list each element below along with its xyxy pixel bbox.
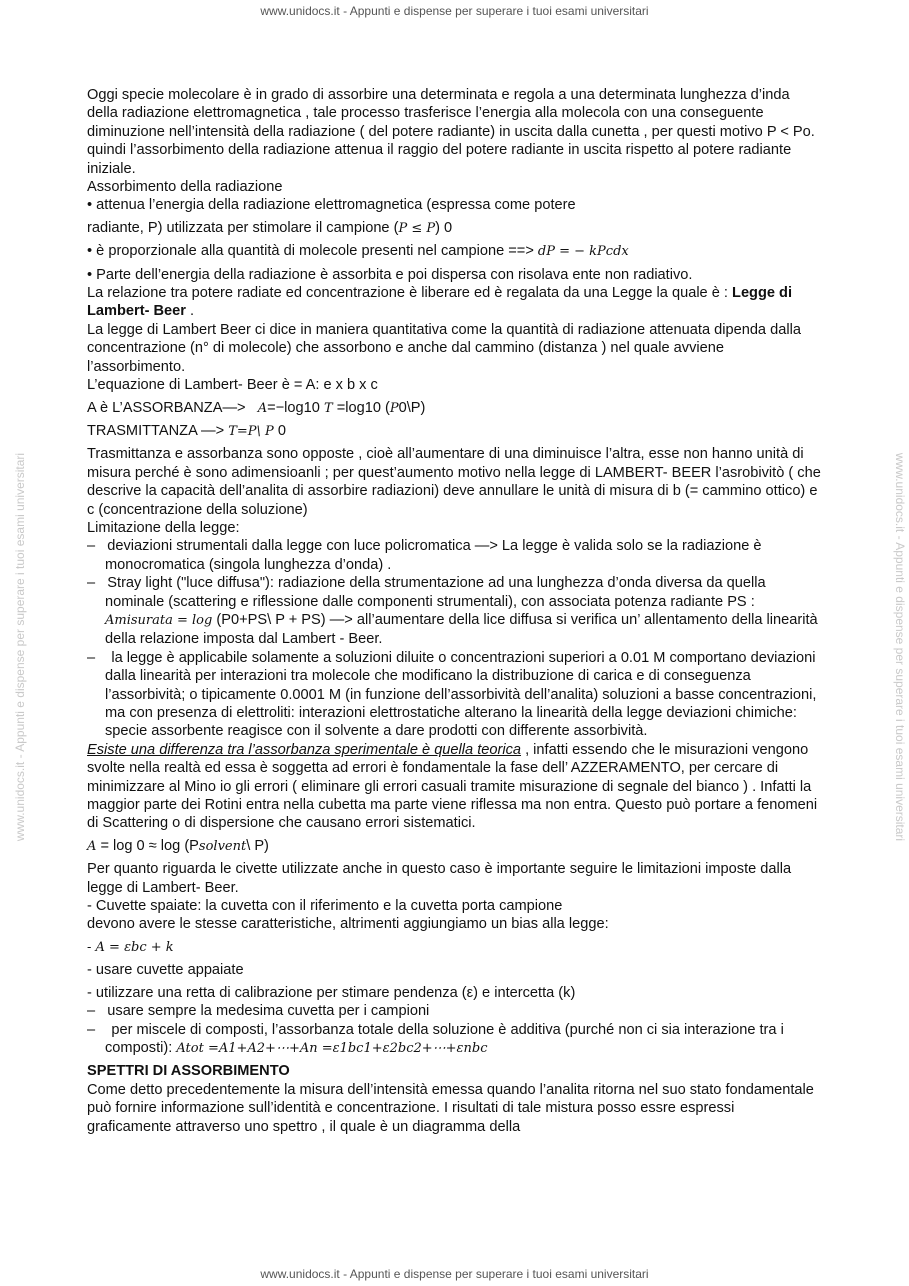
list-item-dilute: – la legge è applicabile solamente a soluzioni diluite o concentrazioni superiori a 0.01 M comportano deviazioni dalla linearità per interazioni tra molecole che modificano la distribuzione di carica e di conseguenza l’assorbività; o tipicamente 0.0001 M (in funzione dell’assorbività dell’analita) soluzioni a basse concentrazioni, ma con presenza di elettroliti: interazioni elettrostatiche alterano la linearità della legge deviazioni chimiche: specie assorbente reagisce con il solvente a dare prodotti con differente assorbività. [87,649,817,740]
page-header-watermark: www.unidocs.it - Appunti e dispense per superare i tuoi esami universitari [260,4,649,18]
bullet-attenuation: • attenua l’energia della radiazione elettromagnetica (espressa come potere [87,197,576,214]
paragraph-lambert-beer: La legge di Lambert Beer ci dice in maniera quantitativa come la quantità di radiazione attenuata dipenda dalla concentrazione (n° di molecole) che assorbono e anche dal cammino (distanza ) nel quale avviene l’assorbimento. [87,321,801,375]
bullet-proportional: • è proporzionale alla quantità di molecole presenti nel campione ==> dP = − kPcdx [87,243,629,260]
list-item-stray-light: – Stray light ("luce diffusa"): radiazione della strumentazione ad una lunghezza d’onda diversa da quella nominale (scattering e riflessione dalle componenti strumentali), con associata potenza radiante PS : Amisurata = log (P0+PS\ P + PS) —> all’aumentare della lice diffusa si verifica un’ allentamento della linearità della relazione imposta dal Lambert - Beer. [87,575,818,648]
paragraph-unpaired-cuvettes: - Cuvette spaiate: la cuvetta con il riferimento e la cuvetta porta campione [87,898,563,915]
paragraph-limitations: Limitazione della legge: [87,519,240,536]
bullet-attenuation-cont: radiante, P) utilizzata per stimolare il campione (P ≤ P) 0 [87,219,453,236]
side-watermark-right: www.unidocs.it - Appunti e dispense per superare i tuoi esami universitari [893,452,907,842]
paragraph-spectra: Come detto precedentemente la misura dell’intensità emessa quando l’analita ritorna nel suo stato fondamentale può fornire informazione sull’identità e concentrazione. I risultati di tale mistura posso essre espressi graficamente attraverso uno spettro , il quale è un diagramma della [87,1081,814,1135]
paragraph-calibration: - utilizzare una retta di calibrazione per stimare pendenza (ε) e intercetta (k) [87,984,576,1001]
list-item-same-cuvette: – usare sempre la medesima cuvetta per i campioni [87,1003,430,1020]
paragraph-transmittance: TRASMITTANZA —> T=P\ P 0 [87,422,286,439]
paragraph-opposite: Trasmittanza e assorbanza sono opposte , cioè all’aumentare di una diminuisce l’altra, esse non hanno unità di misura perché è sono adimensioanli ; per quest’aumento motivo nella legge di LAMBERT- BEER l’asrobivitò ( che descrive la capacità dell’analita di assorbire radiazioni) deve annullare le unità di misura di b (= cammino ottico) e c (concentrazione della soluzione) [87,446,821,518]
paragraph-bias: devono avere le stesse caratteristiche, altrimenti aggiungiamo un bias alla legge: [87,916,609,933]
paragraph-equation: L’equazione di Lambert- Beer è = A: e x b x c [87,377,378,394]
paragraph-paired: - usare cuvette appaiate [87,962,244,979]
paragraph-heading-absorption: Assorbimento della radiazione [87,179,283,196]
paragraph-absorbance: A è L’ASSORBANZA—> A=−log10 T =log10 (P0\P) [87,399,426,416]
paragraph-relation: La relazione tra potere radiate ed concentrazione è liberare ed è regalata da una Legge la quale è : Legge di Lambert- Beer . [87,285,793,320]
document-body [87,86,822,1136]
page-footer-watermark: www.unidocs.it - Appunti e dispense per superare i tuoi esami universitari [260,1267,649,1281]
paragraph-log-equation: A = log 0 ≈ log (Psolvent\ P) [87,837,269,854]
side-watermark-left: www.unidocs.it - Appunti e dispense per superare i tuoi esami universitari [13,452,27,842]
paragraph-zeroing: Esiste una differenza tra l’assorbanza sperimentale è quella teorica , infatti essendo che le misurazioni vengono svolte nella realtà ed essa è soggetta ad errori è fondamentale la fase dell’ AZZERAMENTO, per cercare di minimizzare al Mino io gli errori ( eliminare gli errori casuali tramite misurazione di segnale del bianco ) . Infatti la maggior parte dei Rotini entra nella cubetta ma parte viene riflessa ma non entra. Questo può portare a fenomeni di Scattering o di dispersione che causano errori sistematici. [87,741,818,832]
paragraph-intro: Oggi specie molecolare è in grado di assorbire una determinata e regola a una determinata lunghezza d’inda della radiazione elettromagnetica , tale processo trasferisce l’energia alla molecola con una conseguente diminuzione nell’intensità della radiazione ( del potere radiante) in uscita dalla cunetta , per questi motivo P < Po. quindi l’assorbimento della radiazione attenua il raggio del potere radiante in uscita rispetto al potere radiante iniziale. [87,87,815,177]
bullet-dispersed: • Parte dell’energia della radiazione è assorbita e poi dispersa con risolava ente non radiativo. [87,266,693,283]
equation-bias: - A = εbc + k [87,939,174,955]
paragraph-cuvettes: Per quanto riguarda le civette utilizzate anche in questo caso è importante seguire le limitazioni imposte dalla legge di Lambert- Beer. [87,861,792,896]
list-item-mixtures: – per miscele di composti, l’assorbanza totale della soluzione è additiva (purché non ci sia interazione tra i composti): Atot =A1+A2+⋯+An =ε1bc1+ε2bc2+⋯+εnbc [87,1021,784,1056]
section-heading-spectra: SPETTRI DI ASSORBIMENTO [87,1063,290,1080]
list-item-instrumental: – deviazioni strumentali dalla legge con luce policromatica —> La legge è valida solo se la radiazione è monocromatica (singola lunghezza d’onda) . [87,538,762,573]
